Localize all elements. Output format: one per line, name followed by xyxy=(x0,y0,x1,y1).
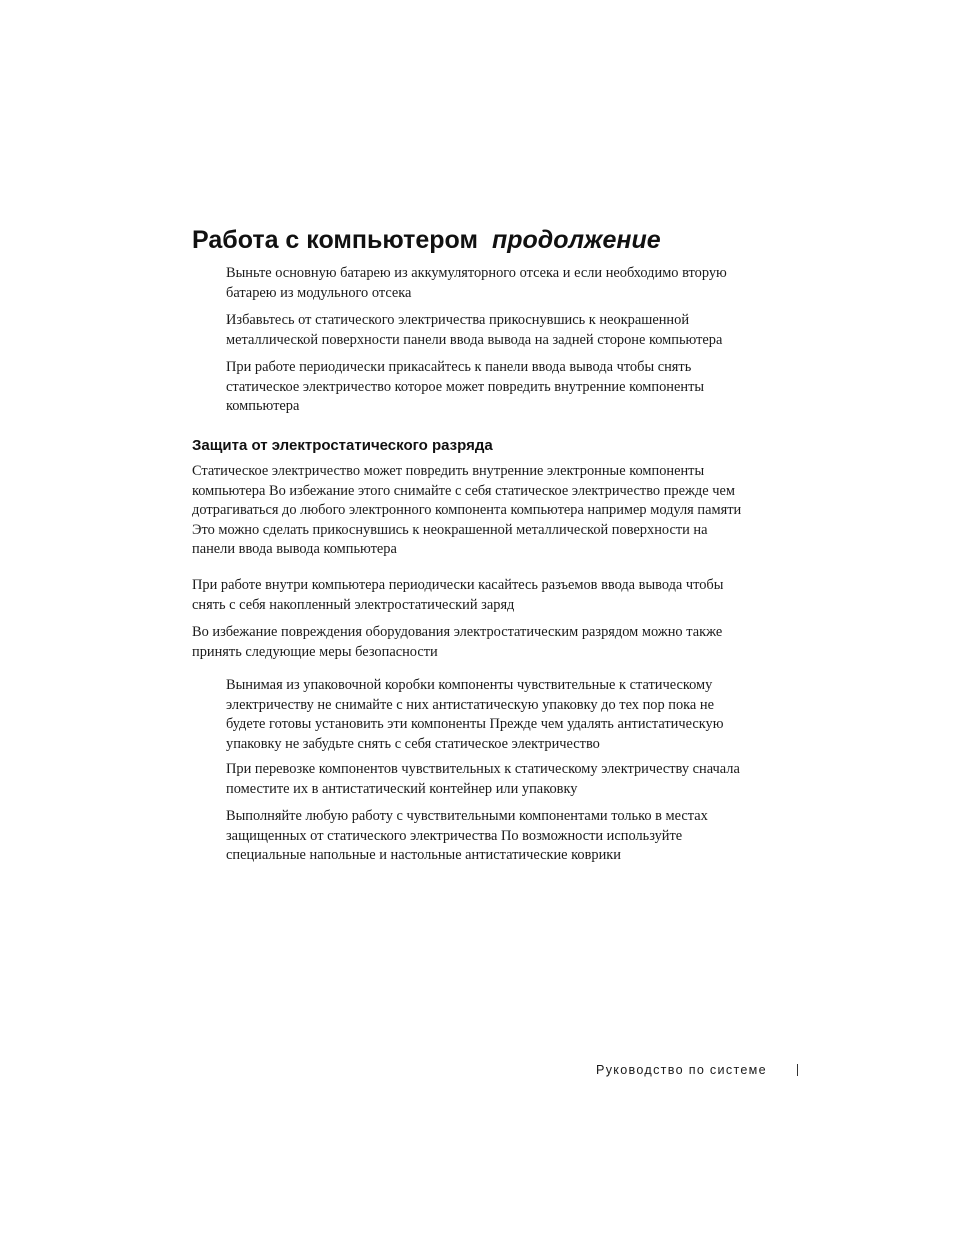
footer-running-title: Руководство по системе xyxy=(596,1063,767,1077)
section-heading: Защита от электростатического разряда xyxy=(192,437,493,454)
precaution-item-transport xyxy=(226,760,740,799)
paragraph-precautions-intro xyxy=(192,623,722,662)
text-line: батарею из модульного отсека xyxy=(226,284,412,301)
text-line: компьютера Во избежание этого снимайте с себя статическое электричество прежде чем xyxy=(192,482,735,499)
text-line: защищенных от статического электричества По возможности используйте xyxy=(226,827,683,844)
footer-divider xyxy=(797,1064,798,1076)
paragraph-touch-connectors xyxy=(192,576,723,615)
text-line: электричеству не снимайте с них антистатическую упаковку до тех пор пока не xyxy=(226,696,715,713)
text-line: поместите их в антистатический контейнер или упаковку xyxy=(226,780,578,797)
intro-item-touch-io-panel xyxy=(226,358,704,417)
text-line: металлической поверхности панели ввода вывода на задней стороне компьютера xyxy=(226,331,723,348)
text-line: Вынимая из упаковочной коробки компоненты чувствительные к статическому xyxy=(226,677,713,693)
precaution-item-unpacking xyxy=(226,676,724,754)
intro-item-discharge-static xyxy=(226,311,722,350)
text-line: специальные напольные и настольные антистатические коврики xyxy=(226,847,621,863)
text-line: При работе внутри компьютера периодически касайтесь разъемов ввода вывода чтобы xyxy=(192,577,724,593)
text-line: упаковку не забудьте снять с себя статическое электричество xyxy=(226,735,600,752)
precaution-item-work-area xyxy=(226,807,708,866)
text-line: Избавьтесь от статического электричества прикоснувшись к неокрашенной xyxy=(226,312,690,328)
text-line: Выньте основную батарею из аккумуляторного отсека и если необходимо вторую xyxy=(226,265,727,281)
text-line: дотрагиваться до любого электронного компонента компьютера например модуля памяти xyxy=(192,502,742,518)
page-title-main: Работа с компьютером xyxy=(192,226,478,254)
text-line: компьютера xyxy=(226,398,300,414)
text-line: панели ввода вывода компьютера xyxy=(192,541,397,557)
text-line: статическое электричество которое может повредить внутренние компоненты xyxy=(226,378,705,395)
text-line: При работе периодически прикасайтесь к панели ввода вывода чтобы снять xyxy=(226,359,692,375)
text-line: снять с себя накопленный электростатический заряд xyxy=(192,596,515,613)
text-line: Статическое электричество может повредить внутренние электронные компоненты xyxy=(192,463,705,479)
text-line: Это можно сделать прикоснувшись к неокрашенной металлической поверхности на xyxy=(192,521,708,538)
text-line: При перевозке компонентов чувствительных к статическому электричеству сначала xyxy=(226,761,740,777)
page-title-continued: продолжение xyxy=(491,226,661,254)
paragraph-static-damage xyxy=(192,462,741,560)
text-line: Выполняйте любую работу с чувствительными компонентами только в местах xyxy=(226,808,708,824)
page-title xyxy=(192,222,661,258)
text-line: будете готовы установить эти компоненты Прежде чем удалять антистатическую xyxy=(226,716,724,732)
intro-item-remove-battery xyxy=(226,264,727,303)
text-line: Во избежание повреждения оборудования электростатическим разрядом можно также xyxy=(192,624,723,640)
text-line: принять следующие меры безопасности xyxy=(192,643,438,660)
